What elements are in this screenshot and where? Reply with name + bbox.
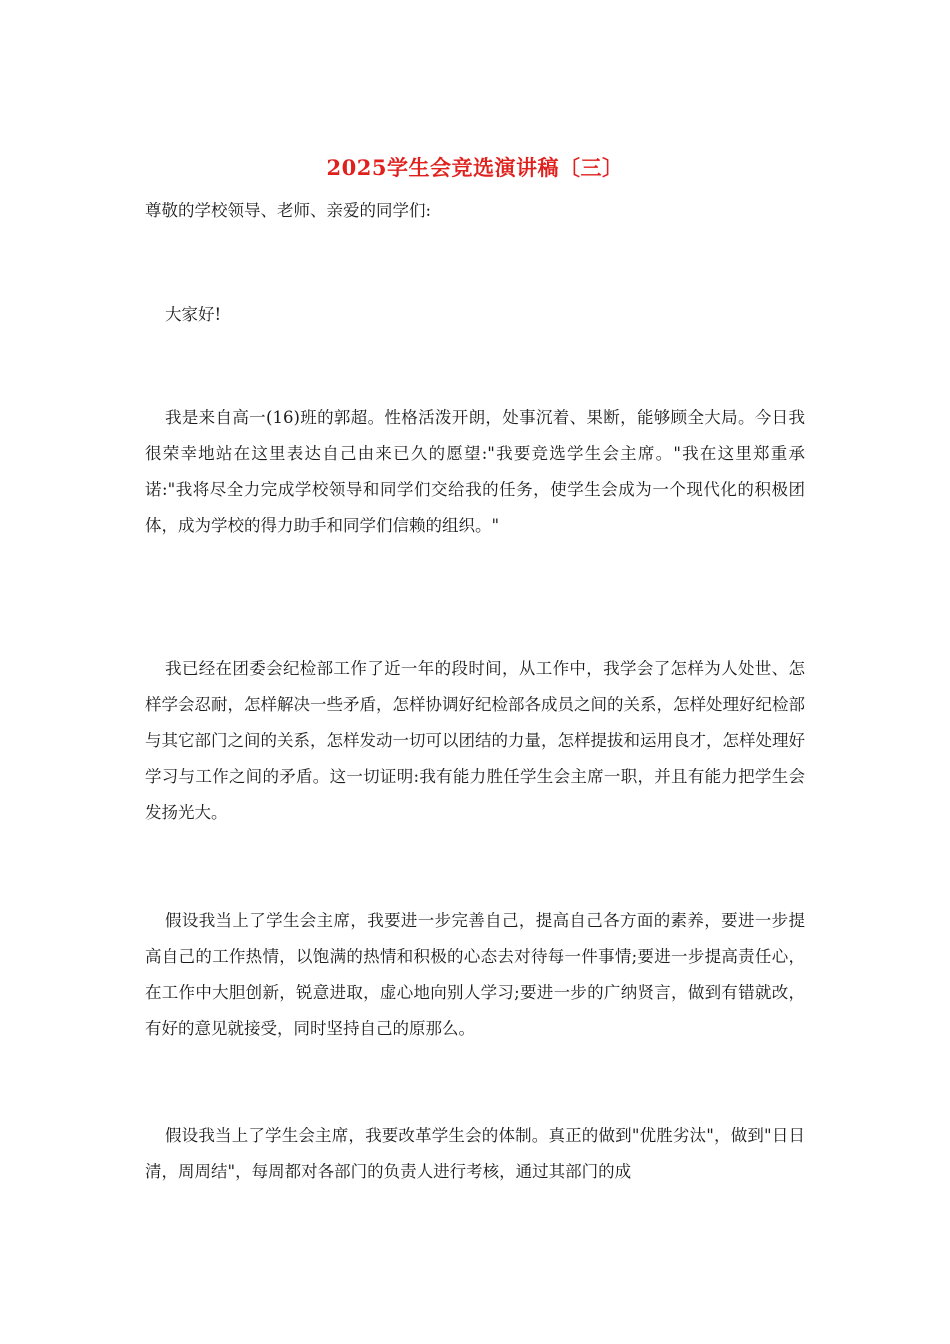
body-paragraph: 假设我当上了学生会主席，我要改革学生会的体制。真正的做到"优胜劣汰"，做到"日日清，周周结"，每周都对各部门的负责人进行考核，通过其部门的成 (145, 1126, 805, 1181)
body-paragraph: 我是来自高一(16)班的郭超。性格活泼开朗，处事沉着、果断，能够顾全大局。今日我很荣幸地站在这里表达自己由来已久的愿望:"我要竞选学生会主席。"我在这里郑重承诺:"我将尽全力完成学校领导和同学们交给我的任务，使学生会成为一个现代化的积极团体，成为学校的得力助手和同学们信赖的组织。" (145, 408, 805, 535)
document-title: 2025学生会竞选演讲稿〔三〕 (326, 155, 624, 180)
salutation: 尊敬的学校领导、老师、亲爱的同学们: (145, 201, 432, 220)
body-paragraph: 假设我当上了学生会主席，我要进一步完善自己，提高自己各方面的素养，要进一步提高自己的工作热情，以饱满的热情和积极的心态去对待每一件事情;要进一步提高责任心，在工作中大胆创新，锐意进取，虚心地向别人学习;要进一步的广纳贤言，做到有错就改，有好的意见就接受，同时坚持自己的原那么。 (145, 911, 805, 1038)
body-paragraph: 我已经在团委会纪检部工作了近一年的段时间，从工作中，我学会了怎样为人处世、怎样学会忍耐，怎样解决一些矛盾，怎样协调好纪检部各成员之间的关系，怎样处理好纪检部与其它部门之间的关系，怎样发动一切可以团结的力量，怎样提拔和运用良才，怎样处理好学习与工作之间的矛盾。这一切证明:我有能力胜任学生会主席一职，并且有能力把学生会发扬光大。 (145, 659, 805, 822)
greeting-paragraph: 大家好! (165, 305, 222, 324)
